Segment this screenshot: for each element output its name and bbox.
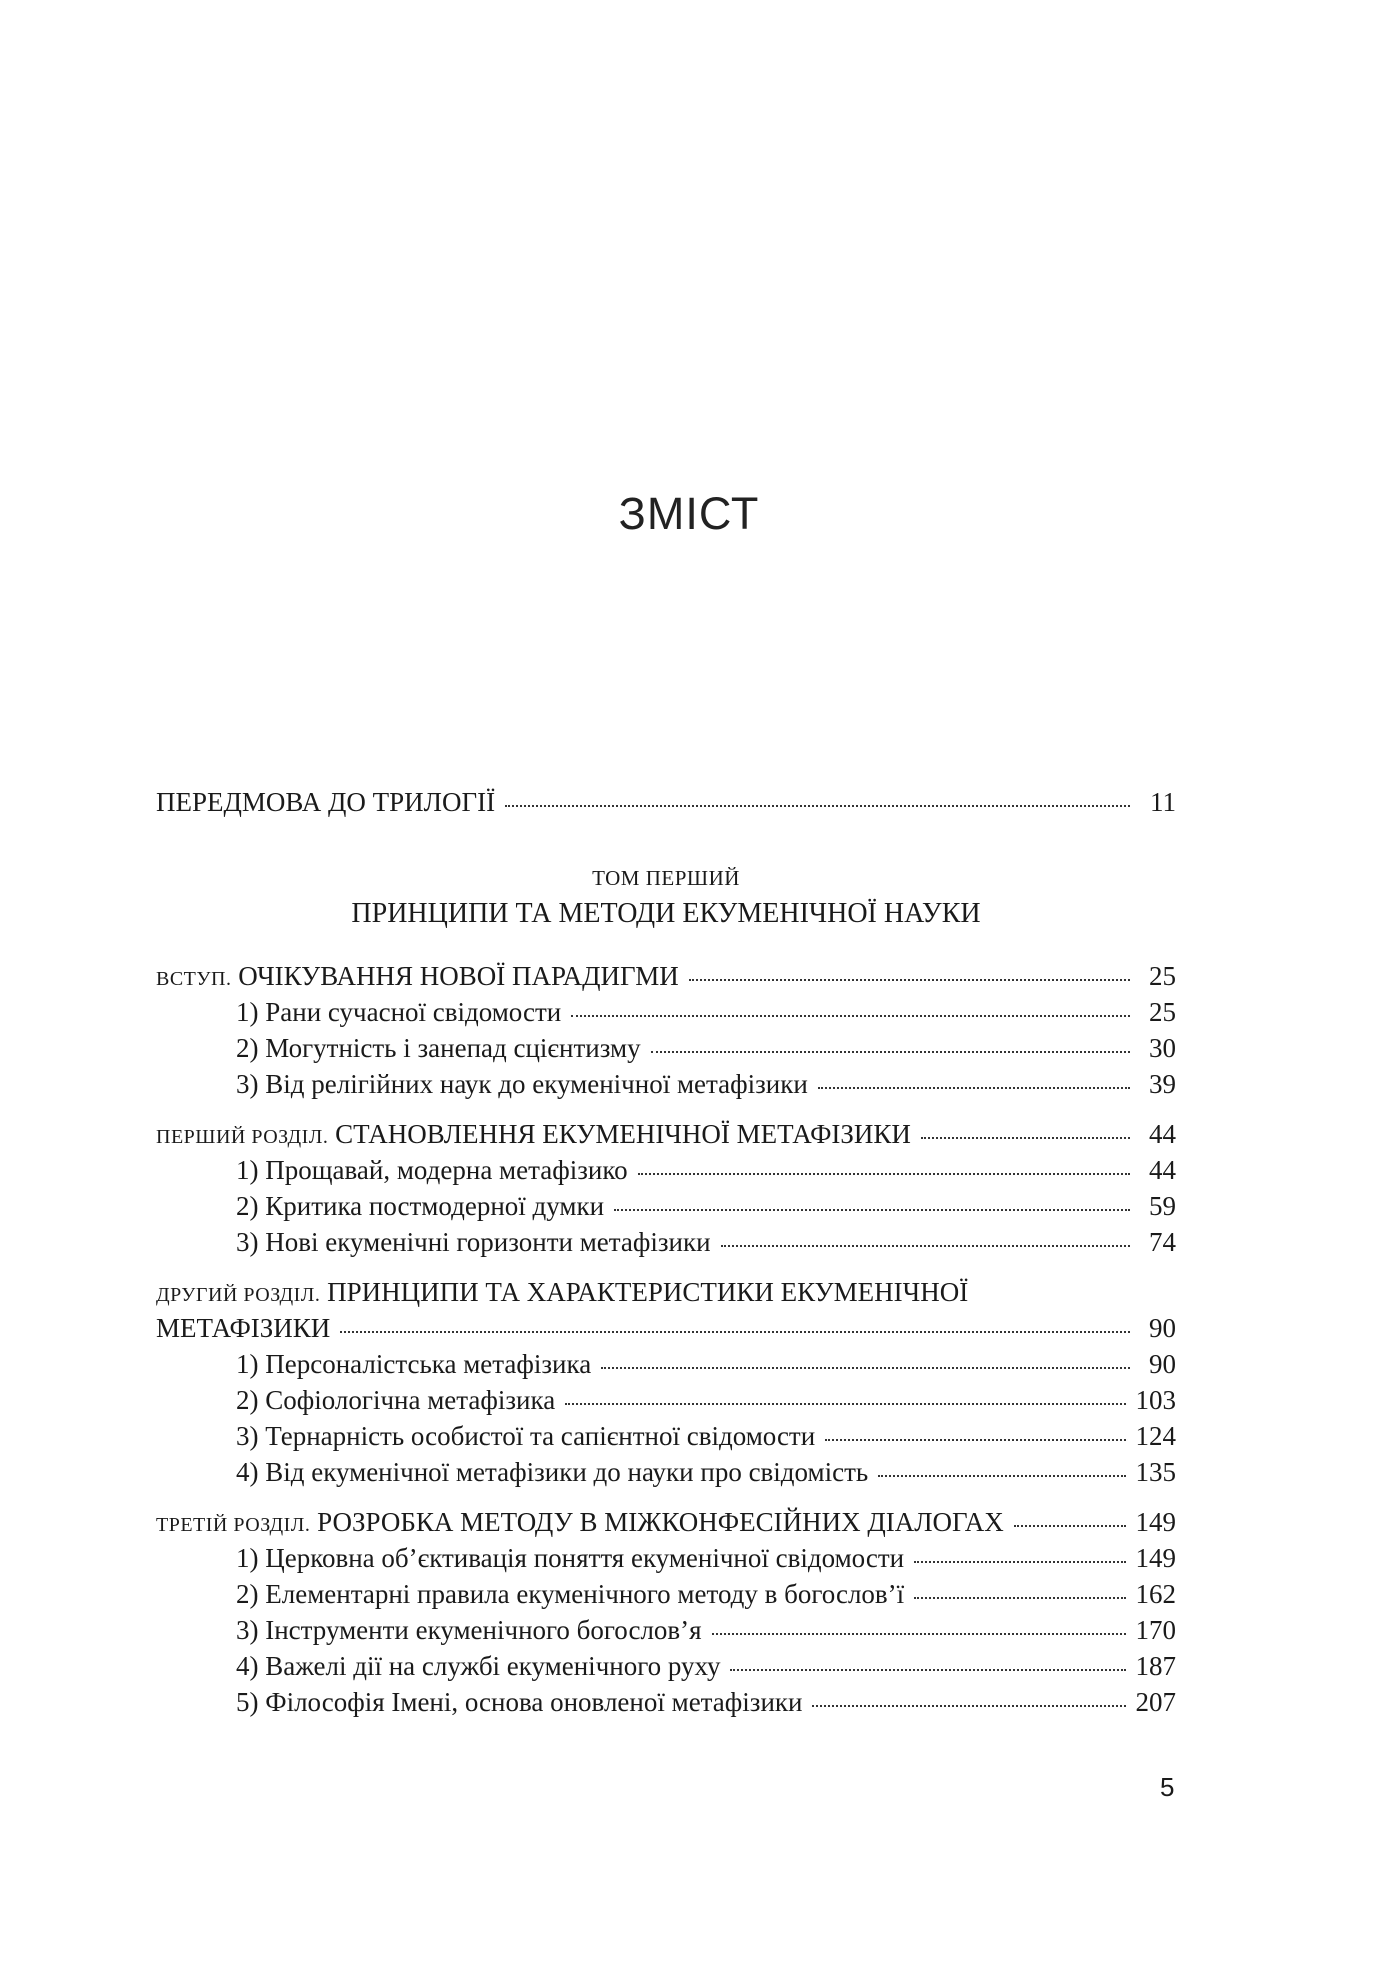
dot-leader — [914, 1595, 1125, 1599]
toc-entry-label: 3) Інструменти екуменічного богослов’я — [236, 1615, 702, 1645]
toc-section-chapter-2-line-1[interactable] — [156, 1274, 968, 1313]
dot-leader — [571, 1013, 1130, 1017]
toc-subentry[interactable] — [156, 1346, 1176, 1382]
toc-page-number: 170 — [1135, 1615, 1176, 1645]
toc-page-number: 149 — [1135, 1507, 1176, 1537]
toc-subentry[interactable] — [156, 1540, 1176, 1576]
section-title: СТАНОВЛЕННЯ ЕКУМЕНІЧНОЇ МЕТАФІЗИКИ — [335, 1119, 911, 1149]
toc-section-chapter-3[interactable] — [156, 1504, 1176, 1540]
toc-subentry[interactable] — [156, 1454, 1176, 1490]
toc-subentry[interactable] — [156, 1612, 1176, 1648]
toc-page-number: 30 — [1149, 1033, 1176, 1063]
dot-leader — [812, 1703, 1125, 1707]
dot-leader — [340, 1329, 1130, 1333]
toc-page-number: 11 — [1150, 787, 1176, 817]
toc-page-number: 25 — [1149, 997, 1176, 1027]
toc-entry-label: 2) Софіологічна метафізика — [236, 1385, 556, 1415]
page-number: 5 — [1160, 1772, 1175, 1802]
dot-leader — [1014, 1523, 1126, 1527]
toc-entry-label: 2) Могутність і занепад сцієнтизму — [236, 1033, 641, 1063]
toc-page-number: 59 — [1149, 1191, 1176, 1221]
section-prefix: ПЕРШИЙ РОЗДІЛ. — [156, 1126, 329, 1148]
toc-entry-label: 1) Персоналістська метафізика — [236, 1349, 592, 1379]
toc-entry-label: 2) Елементарні правила екуменічного методу в богослов’ї — [236, 1579, 905, 1609]
dot-leader — [730, 1667, 1125, 1671]
toc-page-number: 124 — [1135, 1421, 1176, 1451]
section-title-continued: МЕТАФІЗИКИ — [156, 1313, 331, 1343]
toc-entry-label: 1) Церковна об’єктивація поняття екуменічної свідомости — [236, 1543, 905, 1573]
toc-page-number: 39 — [1149, 1069, 1176, 1099]
dot-leader — [689, 977, 1130, 981]
page-title: ЗМІСТ — [618, 488, 760, 539]
dot-leader — [721, 1243, 1130, 1247]
dot-leader — [921, 1135, 1130, 1139]
section-title: ОЧІКУВАННЯ НОВОЇ ПАРАДИГМИ — [238, 961, 679, 991]
dot-leader — [638, 1171, 1130, 1175]
toc-page-number: 74 — [1149, 1227, 1176, 1257]
toc-page-number: 44 — [1149, 1119, 1176, 1149]
dot-leader — [565, 1401, 1125, 1405]
toc-page-number: 44 — [1149, 1155, 1176, 1185]
toc-subentry[interactable] — [156, 1648, 1176, 1684]
toc-entry-label: 4) Важелі дії на службі екуменічного руху — [236, 1651, 721, 1681]
toc-section-chapter-2[interactable] — [156, 1310, 1176, 1346]
toc-subentry[interactable] — [156, 1684, 1176, 1720]
toc-entry-label: 3) Тернарність особистої та сапієнтної свідомости — [236, 1421, 816, 1451]
toc-subentry[interactable] — [156, 1066, 1176, 1102]
toc-entry-label: 3) Від релігійних наук до екуменічної метафізики — [236, 1069, 808, 1099]
toc-page-number: 135 — [1135, 1457, 1176, 1487]
dot-leader — [825, 1437, 1125, 1441]
section-prefix: ВСТУП. — [156, 968, 232, 990]
toc-section-chapter-1[interactable] — [156, 1116, 1176, 1152]
toc-subentry[interactable] — [156, 994, 1176, 1030]
toc-entry-label: 3) Нові екуменічні горизонти метафізики — [236, 1227, 711, 1257]
toc-subentry[interactable] — [156, 1188, 1176, 1224]
toc-entry-label: 5) Філософія Імені, основа оновленої метафізики — [236, 1687, 803, 1717]
toc-entry-label: ПЕРЕДМОВА ДО ТРИЛОГІЇ — [156, 787, 496, 817]
toc-subentry[interactable] — [156, 1152, 1176, 1188]
toc-entry-label: 1) Прощавай, модерна метафізико — [236, 1155, 628, 1185]
dot-leader — [601, 1365, 1130, 1369]
section-title: ПРИНЦИПИ ТА ХАРАКТЕРИСТИКИ ЕКУМЕНІЧНОЇ — [327, 1277, 969, 1307]
dot-leader — [651, 1049, 1130, 1053]
toc-page-number: 187 — [1135, 1651, 1176, 1681]
toc-entry-label: 2) Критика постмодерної думки — [236, 1191, 605, 1221]
toc-subentry[interactable] — [156, 1030, 1176, 1066]
toc-section-intro[interactable] — [156, 958, 1176, 994]
toc-entry-label: 4) Від екуменічної метафізики до науки про свідомість — [236, 1457, 869, 1487]
toc-page-number: 25 — [1149, 961, 1176, 991]
section-title: РОЗРОБКА МЕТОДУ В МІЖКОНФЕСІЙНИХ ДІАЛОГАХ — [317, 1507, 1004, 1537]
toc-page-number: 90 — [1149, 1349, 1176, 1379]
toc-subentry[interactable] — [156, 1576, 1176, 1612]
dot-leader — [878, 1473, 1125, 1477]
toc-subentry[interactable] — [156, 1418, 1176, 1454]
section-prefix: ДРУГИЙ РОЗДІЛ. — [156, 1284, 321, 1306]
volume-title: ПРИНЦИПИ ТА МЕТОДИ ЕКУМЕНІЧНОЇ НАУКИ — [351, 898, 981, 929]
dot-leader — [712, 1631, 1126, 1635]
dot-leader — [914, 1559, 1125, 1563]
volume-label: ТОМ ПЕРШИЙ — [592, 866, 740, 890]
dot-leader — [614, 1207, 1130, 1211]
toc-subentry[interactable] — [156, 1224, 1176, 1260]
toc-entry-preface[interactable] — [156, 784, 1176, 820]
section-prefix: ТРЕТІЙ РОЗДІЛ. — [156, 1514, 311, 1536]
toc-subentry[interactable] — [156, 1382, 1176, 1418]
toc-page-number: 207 — [1135, 1687, 1176, 1717]
toc-page-number: 90 — [1149, 1313, 1176, 1343]
toc-page-number: 103 — [1135, 1385, 1176, 1415]
dot-leader — [505, 803, 1130, 807]
toc-entry-label: 1) Рани сучасної свідомости — [236, 997, 562, 1027]
toc-page-number: 149 — [1135, 1543, 1176, 1573]
toc-page-number: 162 — [1135, 1579, 1176, 1609]
dot-leader — [818, 1085, 1130, 1089]
